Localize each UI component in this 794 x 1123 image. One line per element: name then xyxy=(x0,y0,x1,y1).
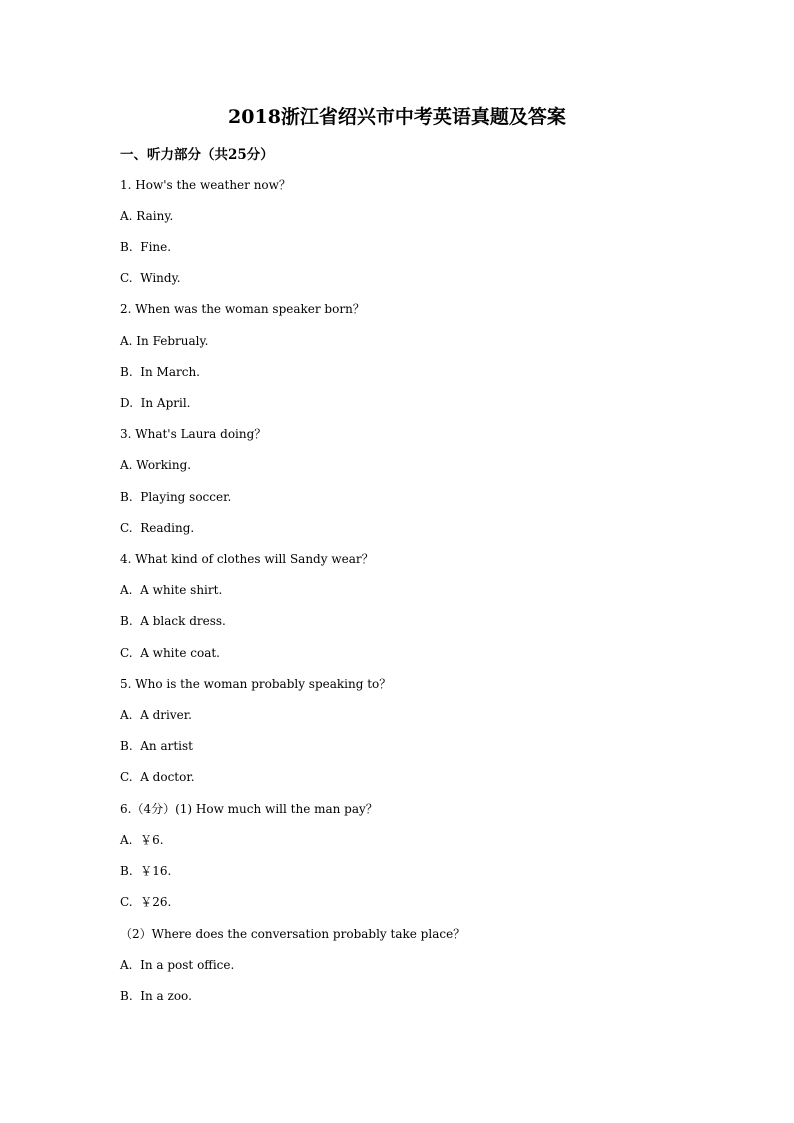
question-6-part-2: （2）Where does the conversation probably take place？ xyxy=(120,927,466,941)
question-5-option-c: C. A doctor. xyxy=(120,770,195,784)
question-6-part-1: 6.（4分）(1) How much will the man pay？ xyxy=(120,802,378,816)
question-3-option-b: B. Playing soccer. xyxy=(120,490,232,504)
question-4: 4. What kind of clothes will Sandy wear？ xyxy=(120,552,374,566)
question-6-part-2-option-b: B. In a zoo. xyxy=(120,989,192,1003)
question-5: 5. Who is the woman probably speaking to？ xyxy=(120,677,392,691)
question-6-part-1-option-c: C. ￥26. xyxy=(120,895,172,909)
question-2-option-d: D. In April. xyxy=(120,396,191,410)
document-title: 2018浙江省绍兴市中考英语真题及答案 xyxy=(228,106,566,128)
question-1: 1. How's the weather now？ xyxy=(120,178,291,192)
question-1-option-a: A. Rainy. xyxy=(120,209,174,223)
question-1-option-c: C. Windy. xyxy=(120,271,181,285)
question-5-option-a: A. A driver. xyxy=(120,708,192,722)
question-1-option-b: B. Fine. xyxy=(120,240,172,254)
question-3-option-a: A. Working. xyxy=(120,458,192,472)
question-4-option-b: B. A black dress. xyxy=(120,614,226,628)
question-6-part-1-option-a: A. ￥6. xyxy=(120,833,164,847)
question-6-part-2-option-a: A. In a post office. xyxy=(120,958,235,972)
question-2-option-b: B. In March. xyxy=(120,365,200,379)
question-4-option-a: A. A white shirt. xyxy=(120,583,223,597)
section-heading-listening: 一、听力部分（共25分） xyxy=(120,147,274,163)
question-2: 2. When was the woman speaker born？ xyxy=(120,302,365,316)
question-3-option-c: C. Reading. xyxy=(120,521,195,535)
question-6-part-1-option-b: B. ￥16. xyxy=(120,864,172,878)
question-4-option-c: C. A white coat. xyxy=(120,646,220,660)
question-5-option-b: B. An artist xyxy=(120,739,194,753)
question-3: 3. What's Laura doing？ xyxy=(120,427,267,441)
question-2-option-a: A. In Februaly. xyxy=(120,334,209,348)
